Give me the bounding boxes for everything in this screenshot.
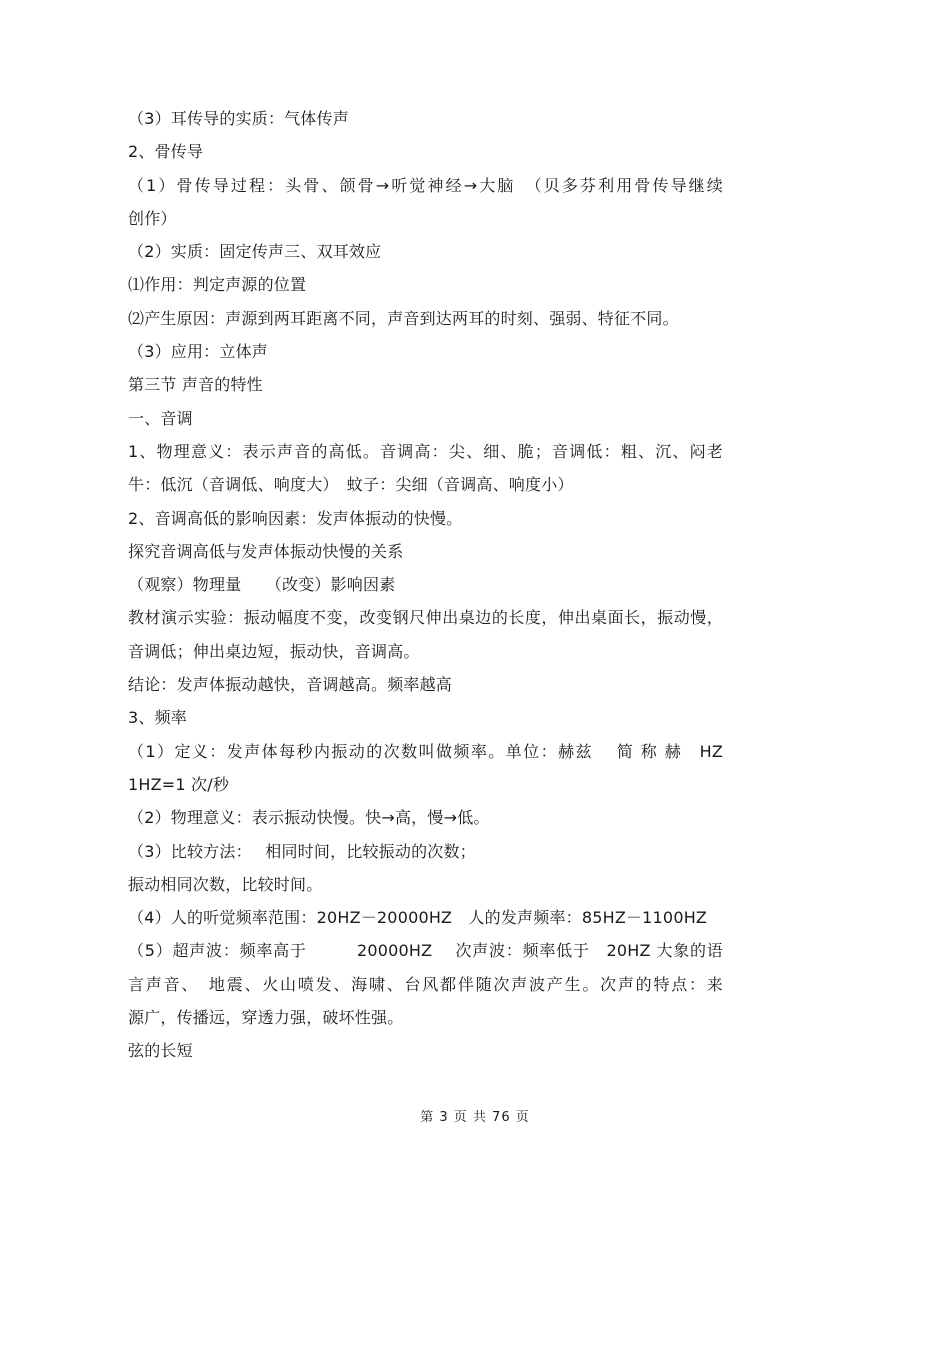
text-line: 结论：发声体振动越快，音调越高。频率越高 — [128, 675, 453, 695]
text-line: （3）比较方法： 相同时间，比较振动的次数； — [128, 841, 476, 861]
subsection-heading: 3、频率 — [128, 708, 187, 728]
text-line: 源广，传播远，穿透力强，破坏性强。 — [128, 1008, 404, 1028]
text-line: 1HZ=1 次/秒 — [128, 774, 230, 794]
text-line: ⑵产生原因：声源到两耳距离不同，声音到达两耳的时刻、强弱、特征不同。 — [128, 308, 679, 328]
text-line: 振动相同次数，比较时间。 — [128, 874, 323, 894]
text-line: （2）实质：固定传声三、双耳效应 — [128, 242, 382, 262]
subsection-heading: 一、音调 — [128, 408, 193, 428]
text-line: （观察）物理量 （改变）影响因素 — [128, 575, 396, 595]
page-number-footer: 第 3 页 共 76 页 — [420, 1110, 530, 1125]
text-line: 言声音、 地震、火山喷发、海啸、台风都伴随次声波产生。次声的特点：来 — [128, 974, 723, 994]
text-line: 教材演示实验：振动幅度不变，改变钢尺伸出桌边的长度，伸出桌面长，振动慢， — [128, 608, 723, 628]
text-line: 探究音调高低与发声体振动快慢的关系 — [128, 541, 404, 561]
text-line: （3）应用：立体声 — [128, 342, 268, 362]
text-line: （5）超声波：频率高于 20000HZ 次声波：频率低于 20HZ 大象的语 — [128, 941, 723, 961]
text-line: （3）耳传导的实质：气体传声 — [128, 109, 349, 128]
text-line: （1）定义：发声体每秒内振动的次数叫做频率。单位：赫兹 简 称 赫 HZ — [128, 741, 723, 761]
text-line: 2、音调高低的影响因素：发声体振动的快慢。 — [128, 508, 463, 528]
text-line: 2、骨传导 — [128, 142, 204, 162]
section-heading: 第三节 声音的特性 — [128, 375, 263, 395]
text-line: 牛：低沉（音调低、响度大） 蚊子：尖细（音调高、响度小） — [128, 475, 574, 495]
text-line: （1）骨传导过程：头骨、颌骨→听觉神经→大脑 （贝多芬利用骨传导继续 — [128, 175, 723, 195]
text-line: 1、物理意义：表示声音的高低。音调高：尖、细、脆；音调低：粗、沉、闷老 — [128, 441, 723, 461]
text-line: 创作） — [128, 208, 177, 228]
document-body — [128, 102, 723, 1068]
text-line: （2）物理意义：表示振动快慢。快→高，慢→低。 — [128, 808, 490, 828]
text-line: （4）人的听觉频率范围：20HZ－20000HZ 人的发声频率：85HZ－1100HZ — [128, 908, 708, 928]
text-line: 弦的长短 — [128, 1041, 193, 1061]
text-line: 音调低；伸出桌边短，振动快，音调高。 — [128, 641, 420, 661]
text-line: ⑴作用：判定声源的位置 — [128, 275, 307, 295]
